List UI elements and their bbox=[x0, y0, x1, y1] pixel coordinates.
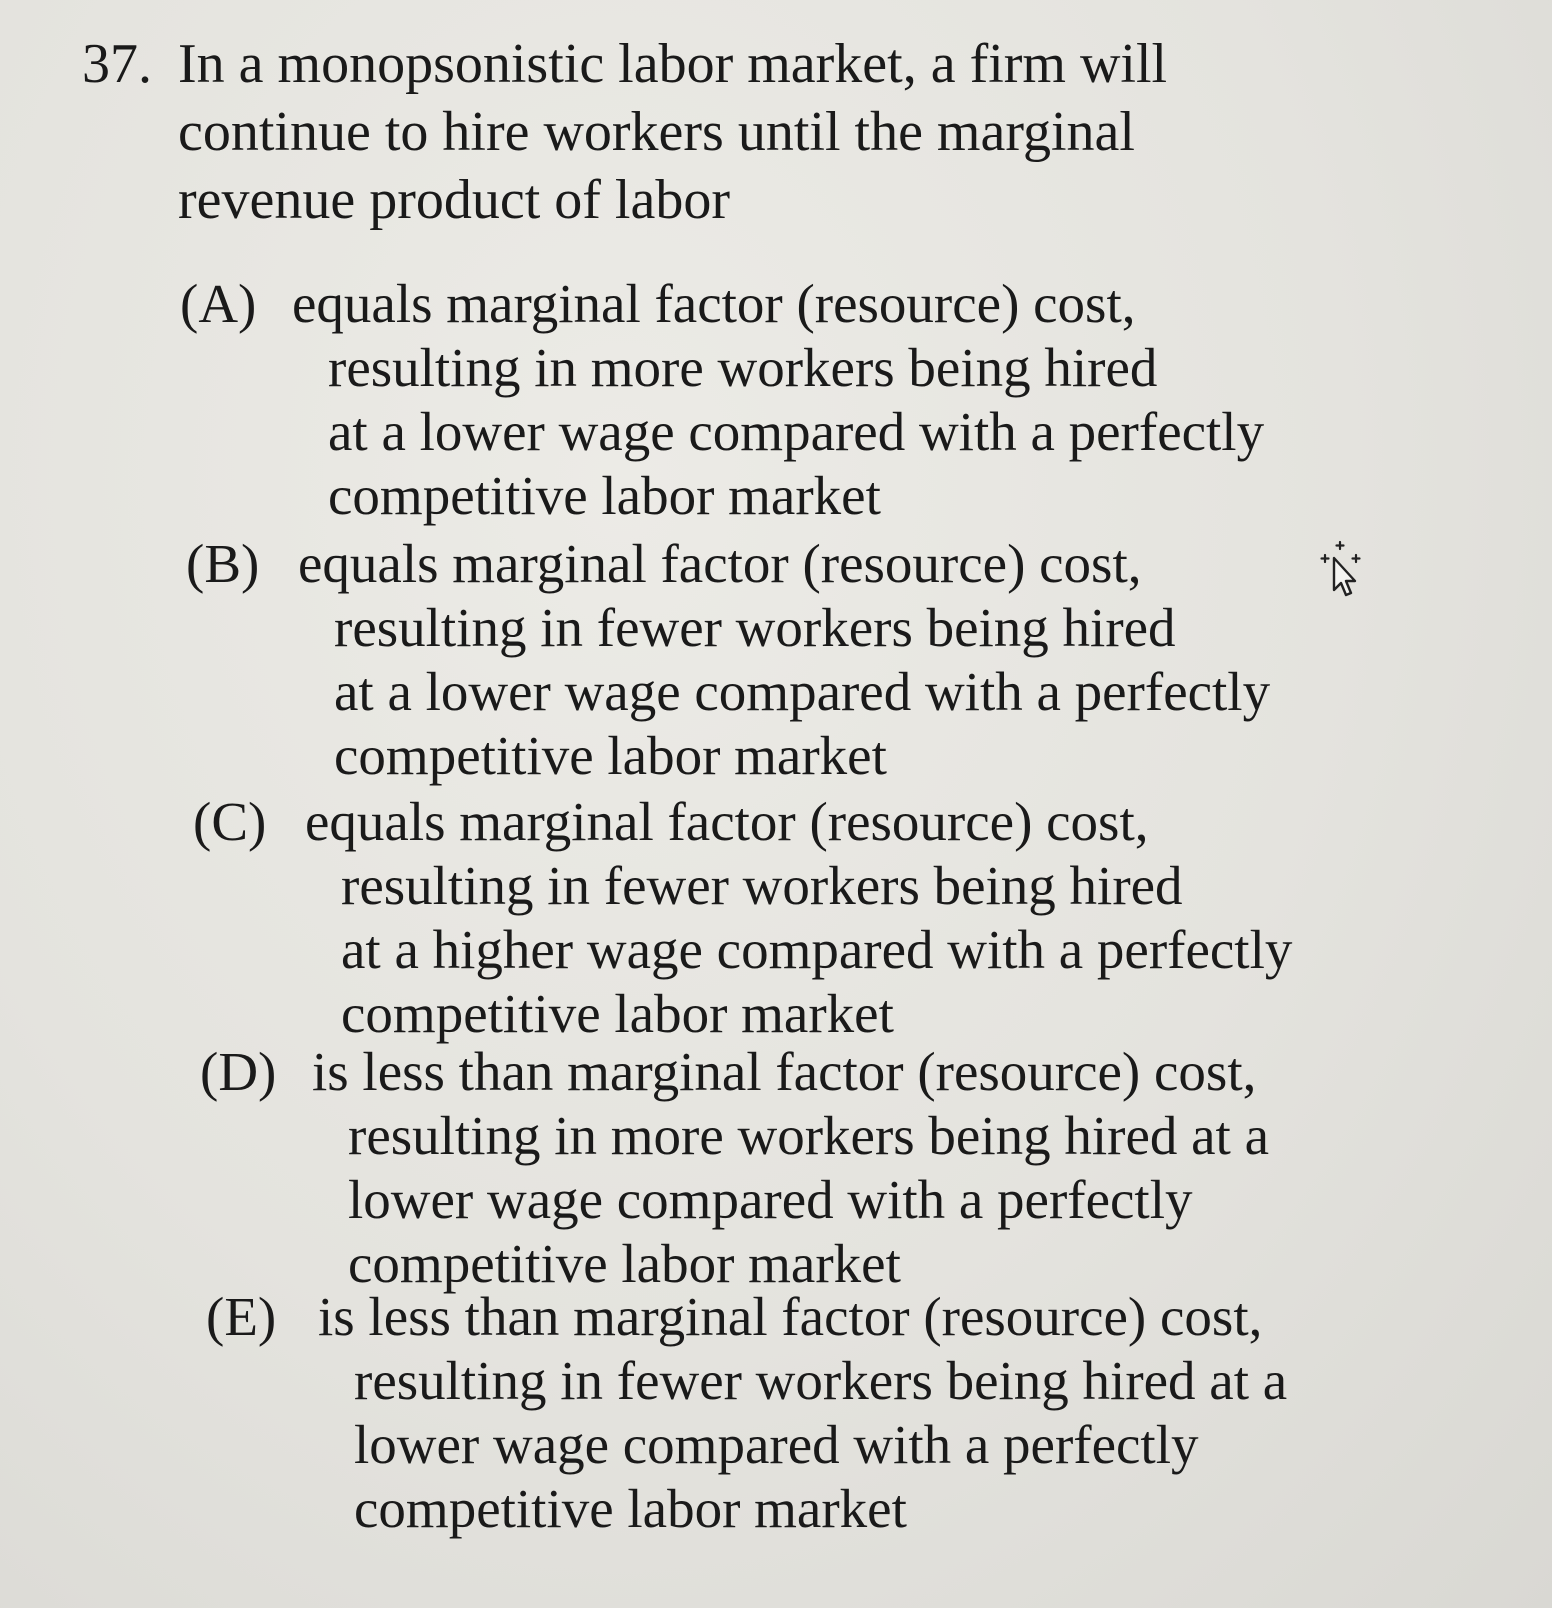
choice-text bbox=[298, 532, 1338, 788]
choice-letter: (B) bbox=[186, 533, 260, 594]
question-stem-line: In a monopsonistic labor market, a firm will bbox=[178, 33, 1168, 95]
choice-line: competitive labor market bbox=[354, 1478, 907, 1539]
question-stem bbox=[178, 30, 1318, 234]
choice-line: competitive labor market bbox=[341, 983, 894, 1044]
choice-letter: (D) bbox=[200, 1041, 277, 1102]
choice-line: resulting in fewer workers being hired at a bbox=[354, 1350, 1288, 1411]
choice-line: at a higher wage compared with a perfectly bbox=[341, 919, 1293, 980]
choice-line: resulting in more workers being hired at a bbox=[348, 1105, 1269, 1166]
choice-line: lower wage compared with a perfectly bbox=[354, 1414, 1199, 1475]
choice-letter: (C) bbox=[193, 791, 267, 852]
choice-line: equals marginal factor (resource) cost, bbox=[298, 533, 1142, 594]
choice-line: competitive labor market bbox=[334, 725, 887, 786]
choice-letter: (E) bbox=[206, 1286, 277, 1347]
choice-line: is less than marginal factor (resource) cost, bbox=[312, 1041, 1257, 1102]
choice-text bbox=[292, 272, 1332, 528]
choice-line: equals marginal factor (resource) cost, bbox=[305, 791, 1149, 852]
choice-text bbox=[318, 1285, 1358, 1541]
choice-line: resulting in more workers being hired bbox=[328, 337, 1158, 398]
question-stem-line: continue to hire workers until the marginal bbox=[178, 101, 1135, 163]
choice-text bbox=[305, 790, 1345, 1046]
choice-line: at a lower wage compared with a perfectly bbox=[334, 661, 1271, 722]
choice-line: is less than marginal factor (resource) cost, bbox=[318, 1286, 1263, 1347]
choice-line: equals marginal factor (resource) cost, bbox=[292, 273, 1136, 334]
choice-letter: (A) bbox=[180, 273, 257, 334]
pointer-cursor-icon bbox=[1318, 540, 1370, 606]
choice-line: competitive labor market bbox=[328, 465, 881, 526]
choice-line: resulting in fewer workers being hired bbox=[341, 855, 1183, 916]
choice-line: resulting in fewer workers being hired bbox=[334, 597, 1176, 658]
question-number: 37. bbox=[82, 33, 152, 95]
question-stem-line: revenue product of labor bbox=[178, 169, 730, 231]
choice-line: lower wage compared with a perfectly bbox=[348, 1169, 1193, 1230]
choice-text bbox=[312, 1040, 1352, 1296]
choice-line: competitive labor market bbox=[348, 1233, 901, 1294]
choice-line: at a lower wage compared with a perfectly bbox=[328, 401, 1265, 462]
